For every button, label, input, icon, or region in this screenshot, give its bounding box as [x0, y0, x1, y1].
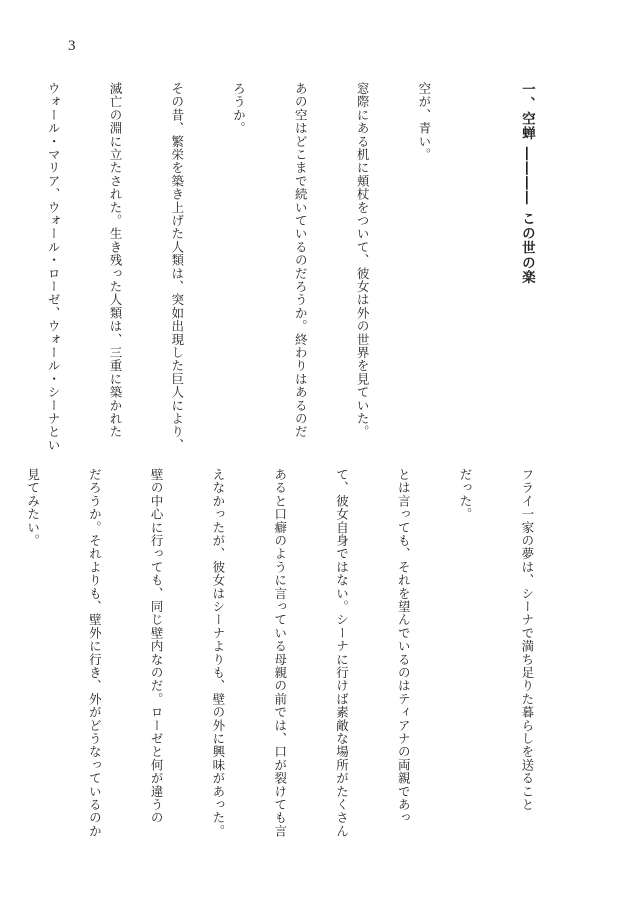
- text-line: 窓際にある机に頬杖をついて、彼女は外の世界を見ていた。: [355, 82, 371, 439]
- bottom-text-block: [0, 468, 578, 838]
- text-line: て、彼女自身ではない。シーナに行けば素敵な場所がたくさん: [334, 468, 350, 838]
- text-line: あの空はどこまで続いているのだろうか。終わりはあるのだ: [293, 82, 309, 439]
- text-line: ウォール・マリア、ウォール・ローゼ、ウォール・シーナとい: [46, 82, 62, 452]
- page-number: 3: [68, 38, 76, 54]
- text-line: フライ一家の夢は、シーナで満ち足りた暮らしを送ること: [519, 468, 535, 812]
- text-line: だった。: [458, 468, 474, 521]
- chapter-title: 一、空蝉 ―――― この世の楽: [518, 82, 535, 285]
- top-text-block: [0, 82, 578, 457]
- text-line: とは言っても、それを望んでいるのはティアナの両親であっ: [396, 468, 412, 825]
- text-line: ろうか。: [231, 82, 247, 135]
- text-line: 壁の中心に行っても、同じ壁内なのだ。ローゼと何が違うの: [149, 468, 165, 825]
- text-line: 空が、青い。: [416, 82, 432, 162]
- text-line: あると口癖のように言っている母親の前では、口が裂けても言: [272, 468, 288, 838]
- text-line: えなかったが、彼女はシーナよりも、壁の外に興味があった。: [210, 468, 226, 838]
- text-line: 見てみたい。: [25, 468, 41, 548]
- text-line: その昔、繁栄を築き上げた人類は、突如出現した巨人により、: [169, 82, 185, 452]
- text-line: だろうか。それよりも、壁外に行き、外がどうなっているのか: [87, 468, 103, 838]
- text-line: [0, 82, 1, 457]
- text-line: 滅亡の淵に立たされた。生き残った人類は、三重に築かれた: [107, 82, 123, 439]
